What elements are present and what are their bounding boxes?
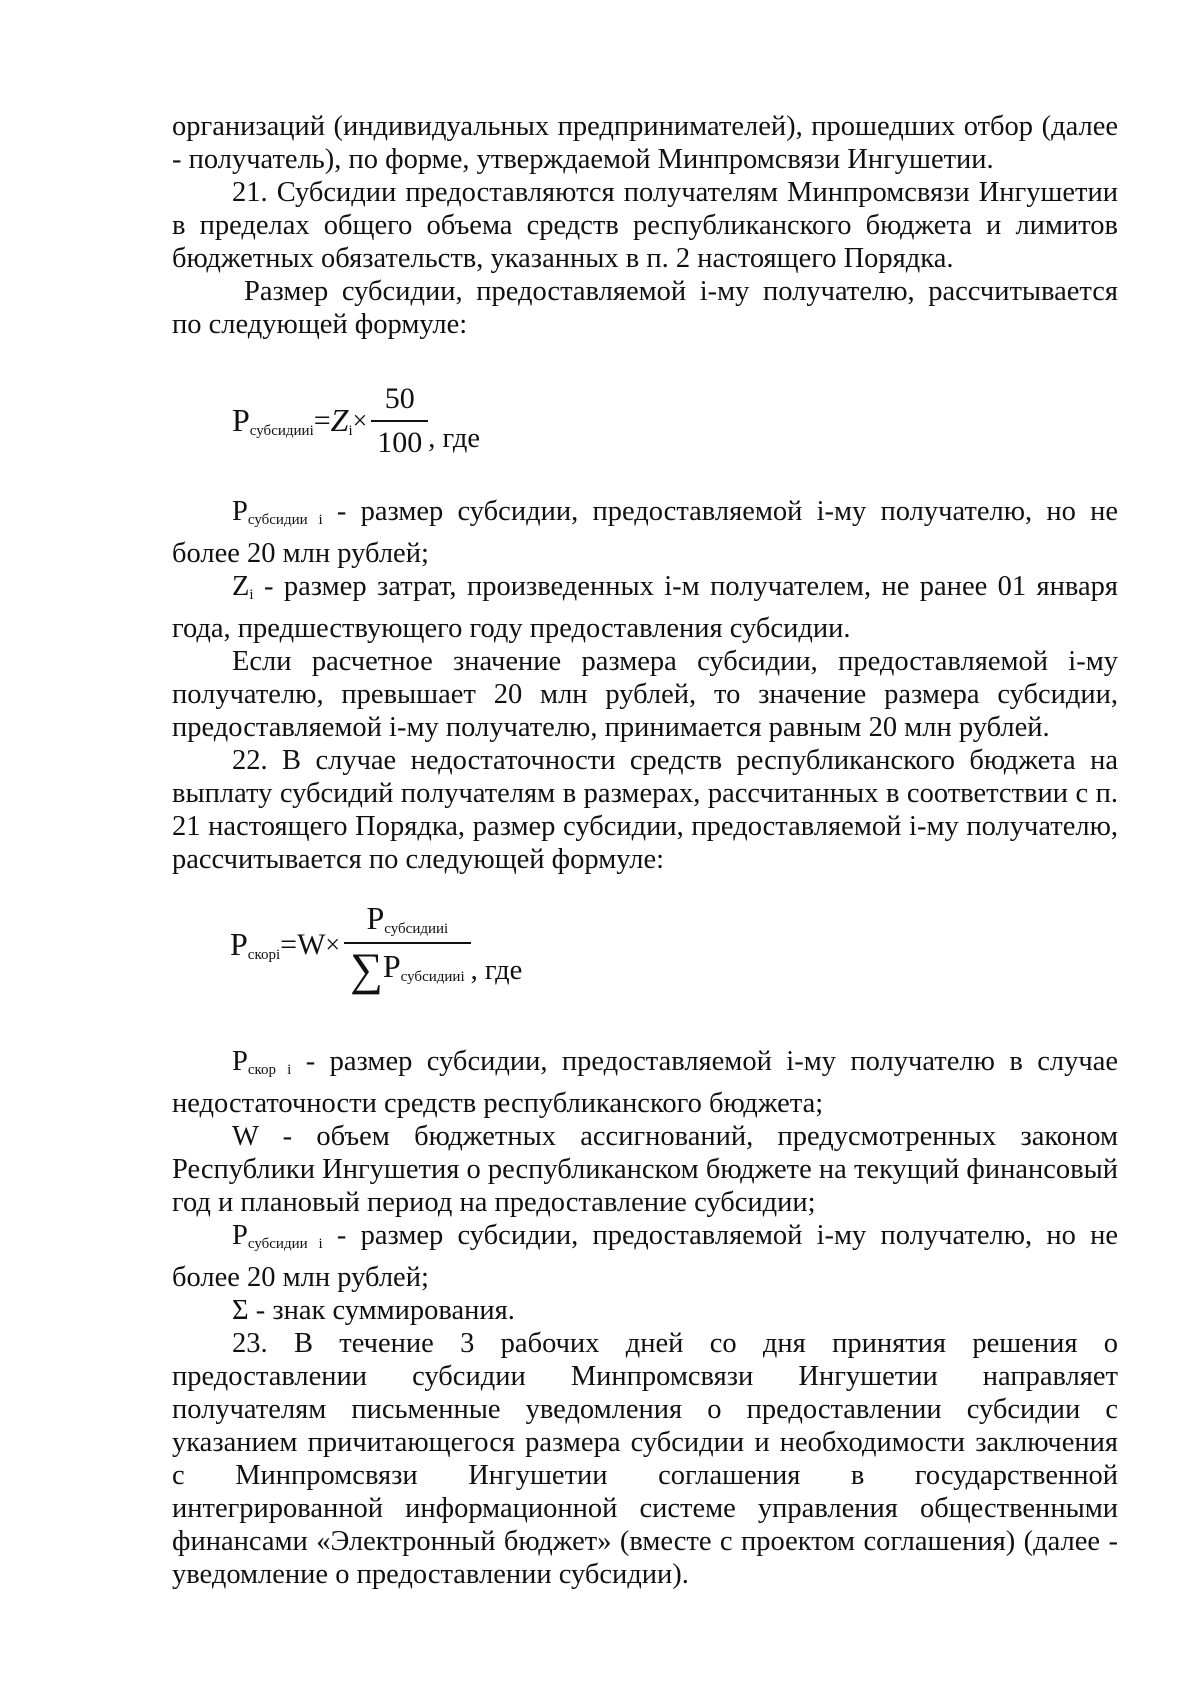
formula2-equals: = (280, 927, 298, 961)
formula-times: × (352, 406, 368, 435)
formula-denominator: 100 (371, 420, 428, 460)
formula2-suffix: , где (470, 954, 523, 986)
formula-suffix: , где (428, 422, 480, 454)
formula2-fraction (344, 900, 471, 995)
definition-p-skor: $P_{скор i}$ - размер субсидии, предоставляемой i-му получателю в случае недостаточности средств республиканского бюджета; (172, 1046, 1118, 1119)
text-block-2 (172, 495, 1118, 876)
paragraph-formula-intro: Размер субсидии, предоставляемой i-му получателю, рассчитывается по следующей формуле: (172, 276, 1118, 340)
definition-z: $Z_i$ - размер затрат, произведенных i-м получателем, не ранее 01 января года, предшествующего году предоставления субсидии. (172, 571, 1118, 644)
paragraph-23: 23. В течение 3 рабочих дней со дня принятия решения о предоставлении субсидии Минпромсвязи Ингушетии направляет получателям письменные уведомления о предоставлении субсидии с указанием причитающегося размера субсидии и необходимости заключения с Минпромсвязи Ингушетии соглашения в государственной интегрированной информационной системе управления общественными финансами «Электронный бюджет» (вместе с проектом соглашения) (далее - уведомление о предоставлении субсидии). (172, 1328, 1118, 1590)
formula-insufficiency (230, 900, 523, 995)
definition-p-subsidy-2: $P_{субсидии i}$ - размер субсидии, предоставляемой i-му получателю, но не более 20 млн рублей; (172, 1220, 1118, 1293)
formula2-w: W (297, 927, 326, 961)
paragraph-recipients: организаций (индивидуальных предпринимателей), прошедших отбор (далее - получатель), по форме, утверждаемой Минпромсвязи Ингушетии. (172, 111, 1118, 175)
formula2-lhs: $P_{скорi}$ (230, 925, 281, 963)
paragraph-22: 22. В случае недостаточности средств республиканского бюджета на выплату субсидий получателям в размерах, рассчитанных в соответствии с п. 21 настоящего Порядка, размер субсидии, предоставляемой i-му получателю, рассчитывается по следующей формуле: (172, 745, 1118, 875)
definition-w: W - объем бюджетных ассигнований, предусмотренных законом Республики Ингушетия о республиканском бюджете на текущий финансовый год и плановый период на предоставление субсидии; (172, 1121, 1118, 1218)
sigma-symbol: ∑ (350, 943, 383, 995)
formula-fraction (371, 382, 428, 460)
definition-sigma: Σ - знак суммирования. (232, 1295, 515, 1326)
formula-lhs: $P_{субсидииi}$ (232, 402, 314, 439)
formula2-times: × (325, 929, 341, 959)
definition-p-subsidy: $P_{субсидии i}$ - размер субсидии, предоставляемой i-му получателю, но не более 20 млн рублей; (172, 496, 1118, 569)
paragraph-max-value: Если расчетное значение размера субсидии, предоставляемой i-му получателю, превышает 20 млн рублей, то значение размера субсидии, предоставляемой i-му получателю, принимается равным 20 млн рублей. (172, 646, 1118, 743)
formula2-denominator: $\sum P_{субсидииi}$ (344, 942, 471, 990)
formula-equals: = (313, 404, 331, 437)
text-block-1 (172, 110, 1118, 341)
text-block-3 (172, 1045, 1118, 1591)
formula2-numerator: $P_{субсидииi}$ (366, 900, 449, 937)
formula-subsidy (232, 382, 480, 460)
formula-numerator: 50 (384, 382, 415, 415)
paragraph-21: 21. Субсидии предоставляются получателям Минпромсвязи Ингушетии в пределах общего объема средств республиканского бюджета и лимитов бюджетных обязательств, указанных в п. 2 настоящего Порядка. (172, 177, 1118, 274)
formula-z: $Z_i$ (330, 402, 353, 439)
